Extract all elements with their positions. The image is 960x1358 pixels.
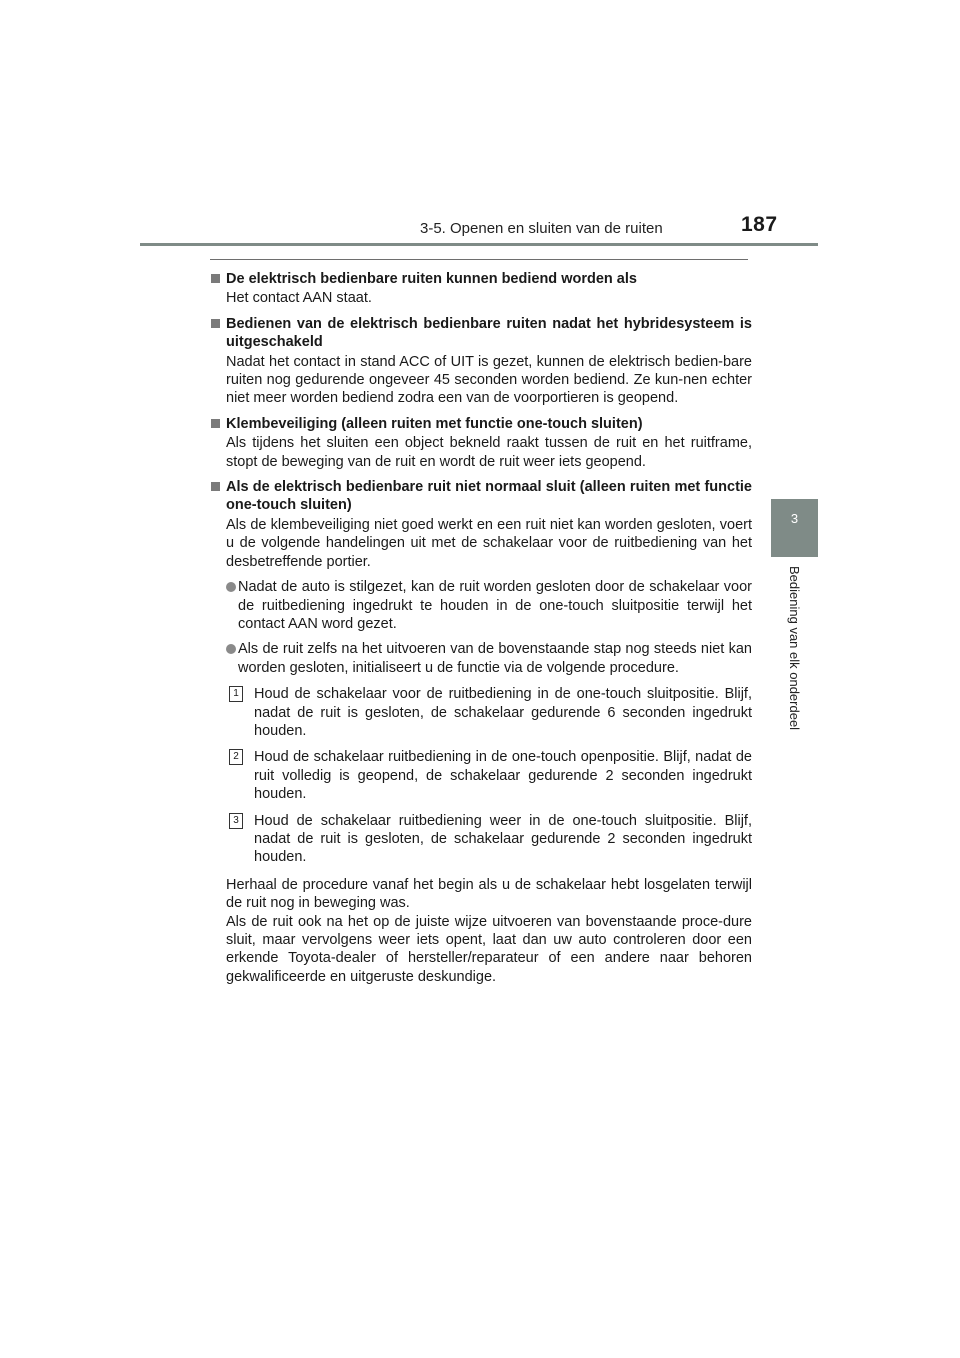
section-text: Als de klembeveiliging niet goed werkt en een ruit niet kan worden gesloten, voert u de volgende handelingen uit met de schakelaar voor de ruitbediening van het desbetreffende portier.: [226, 516, 752, 570]
section-heading: [210, 478, 752, 515]
bullet-item: [210, 640, 752, 677]
header-divider: [140, 243, 818, 246]
square-bullet-icon: [211, 274, 220, 283]
section-block: [210, 415, 752, 471]
chapter-label: Bediening van elk onderdeel: [787, 566, 802, 731]
section-heading: [210, 315, 752, 352]
chapter-tab[interactable]: [771, 499, 818, 557]
square-bullet-icon: [211, 419, 220, 428]
section-heading: [210, 415, 752, 433]
square-bullet-icon: [211, 482, 220, 491]
chapter-label-wrap: [787, 566, 803, 751]
heading-text: De elektrisch bedienbare ruiten kunnen bediend worden als: [226, 271, 637, 287]
section-title: 3-5. Openen en sluiten van de ruiten: [420, 220, 663, 237]
round-bullet-icon: [226, 644, 236, 654]
section-block: [210, 270, 752, 308]
closing-line: Als de ruit ook na het op de juiste wijze uitvoeren van bovenstaande proce-dure sluit, maar vervolgens weer iets opent, laat dan uw auto controleren door een erkende Toyota-dealer of hersteller/reparateur of een andere naar behoren gekwalificeerde en uitgeruste deskundige.: [226, 913, 752, 985]
content-divider: [210, 259, 748, 260]
main-content: [210, 266, 752, 993]
round-bullet-icon: [226, 582, 236, 592]
step-text: Houd de schakelaar ruitbediening in de one-touch openpositie. Blijf, nadat de ruit volledig is geopend, de schakelaar gedurende 2 seconden ingedrukt houden.: [254, 749, 752, 803]
page-number: 187: [741, 213, 778, 236]
procedure-step: [210, 748, 752, 803]
square-bullet-icon: [211, 319, 220, 328]
bullet-text: Nadat de auto is stilgezet, kan de ruit worden gesloten door de schakelaar voor de ruitbediening ingedrukt te houden in de one-touch sluitpositie terwijl het contact AAN word gezet.: [238, 579, 752, 632]
procedure-step: [210, 812, 752, 867]
section-block: [210, 315, 752, 408]
heading-text: Bedienen van de elektrisch bedienbare ruiten nadat het hybridesysteem is uitgeschakeld: [226, 315, 752, 351]
closing-text: [210, 876, 752, 986]
heading-text: Als de elektrisch bedienbare ruit niet normaal sluit (alleen ruiten met functie one-touch sluiten): [226, 479, 752, 514]
section-heading: [210, 270, 752, 288]
procedure-step: [210, 685, 752, 740]
step-number: 1: [229, 686, 243, 702]
closing-line: Herhaal de procedure vanaf het begin als u de schakelaar hebt losgelaten terwijl de ruit nog in beweging was.: [226, 876, 752, 912]
bullet-text: Als de ruit zelfs na het uitvoeren van de bovenstaande stap nog steeds niet kan worden gesloten, initialiseert u de functie via de volgende procedure.: [238, 641, 752, 676]
step-number: 2: [229, 749, 243, 765]
section-text: Nadat het contact in stand ACC of UIT is gezet, kunnen de elektrisch bedien-bare ruiten nog gedurende ongeveer 45 seconden worden bediend. Ze kun-nen echter niet meer worden bediend zodra een van de voorportieren is geopend.: [226, 353, 752, 407]
section-text: Als tijdens het sluiten een object bekneld raakt tussen de ruit en het ruitframe, stopt de beweging van de ruit en wordt de ruit weer iets geopend.: [226, 435, 752, 470]
step-text: Houd de schakelaar voor de ruitbediening in de one-touch sluitpositie. Blijf, nadat de ruit is gesloten, de schakelaar gedurende 6 seconden ingedrukt houden.: [254, 686, 752, 739]
chapter-number: 3: [790, 511, 799, 526]
step-text: Houd de schakelaar ruitbediening weer in de one-touch sluitpositie. Blijf, nadat de ruit is gesloten, de schakelaar gedurende 2 seconden ingedrukt houden.: [254, 812, 752, 866]
bullet-item: [210, 578, 752, 633]
step-number: 3: [229, 813, 243, 829]
section-block: [210, 478, 752, 986]
heading-text: Klembeveiliging (alleen ruiten met functie one-touch sluiten): [226, 415, 643, 432]
section-text: Het contact AAN staat.: [226, 290, 372, 307]
